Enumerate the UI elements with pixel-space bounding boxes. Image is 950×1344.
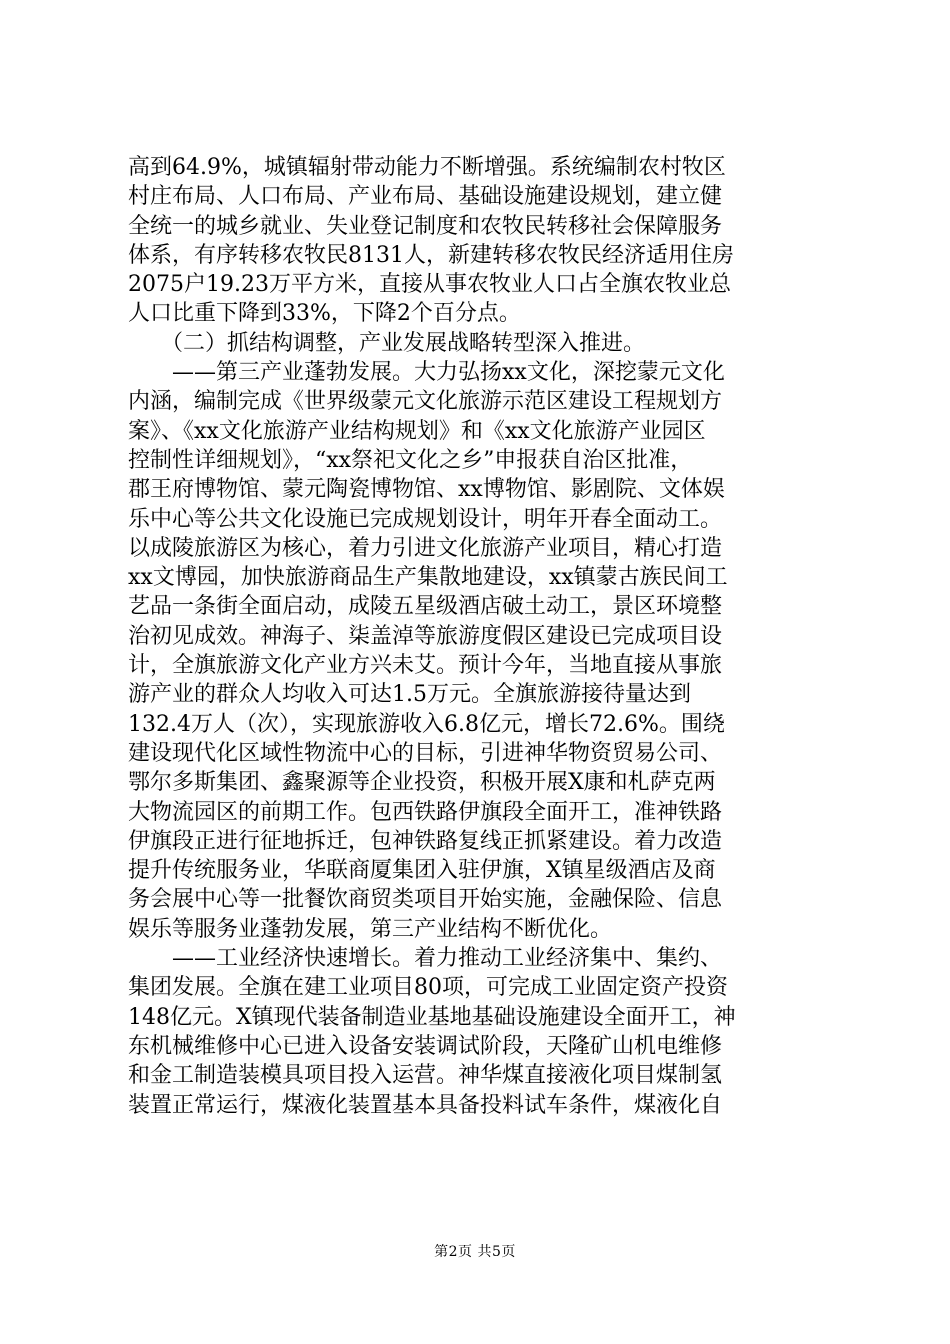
text-line: xx文博园，加快旅游商品生产集散地建设，xx镇蒙古族民间工 bbox=[128, 565, 728, 591]
text-line: 148亿元。X镇现代装备制造业基地基础设施建设全面开工，神 bbox=[128, 1004, 736, 1030]
text-line: 乐中心等公共文化设施已完成规划设计，明年开春全面动工。 bbox=[128, 506, 723, 532]
text-line: 高到64.9%，城镇辐射带动能力不断增强。系统编制农村牧区 bbox=[128, 155, 726, 180]
text-line: ——工业经济快速增长。着力推动工业经济集中、集约、 bbox=[128, 946, 723, 972]
text-line: 装置正常运行，煤液化装置基本具备投料试车条件，煤液化自 bbox=[128, 1092, 723, 1118]
document-body bbox=[128, 153, 833, 1120]
page-number: 第2页 共5页 bbox=[434, 1244, 516, 1260]
text-line: 集团发展。全旗在建工业项目80项，可完成工业固定资产投资 bbox=[128, 975, 728, 1001]
section-heading: （二）抓结构调整，产业发展战略转型深入推进。 bbox=[128, 330, 646, 356]
text-line: 鄂尔多斯集团、鑫聚源等企业投资，积极开展X康和札萨克两 bbox=[128, 770, 716, 796]
text-line: 村庄布局、人口布局、产业布局、基础设施建设规划，建立健 bbox=[128, 184, 723, 210]
text-line: 计，全旗旅游文化产业方兴未艾。预计今年，当地直接从事旅 bbox=[128, 653, 723, 679]
text-line: 2075户19.23万平方米，直接从事农牧业人口占全旗农牧业总 bbox=[128, 272, 731, 298]
text-line: 东机械维修中心已进入设备安装调试阶段，天隆矿山机电维修 bbox=[128, 1033, 723, 1059]
text-line: 务会展中心等一批餐饮商贸类项目开始实施，金融保险、信息 bbox=[128, 887, 723, 913]
text-line: 体系，有序转移农牧民8131人，新建转移农牧民经济适用住房 bbox=[128, 242, 734, 268]
text-line: 郡王府博物馆、蒙元陶瓷博物馆、xx博物馆、影剧院、文体娱 bbox=[128, 477, 725, 503]
text-line: 游产业的群众人均收入可达1.5万元。全旗旅游接待量达到 bbox=[128, 682, 691, 708]
text-line: 人口比重下降到33%，下降2个百分点。 bbox=[128, 301, 521, 327]
text-line: 内涵，编制完成《世界级蒙元文化旅游示范区建设工程规划方 bbox=[128, 389, 723, 415]
text-line: ——第三产业蓬勃发展。大力弘扬xx文化，深挖蒙元文化 bbox=[128, 360, 725, 386]
text-line: 艺品一条街全面启动，成陵五星级酒店破土动工，景区环境整 bbox=[128, 594, 723, 620]
text-line: 和金工制造装模具项目投入运营。神华煤直接液化项目煤制氢 bbox=[128, 1063, 723, 1089]
text-line: 大物流园区的前期工作。包西铁路伊旗段全面开工，准神铁路 bbox=[128, 799, 723, 825]
text-line: 全统一的城乡就业、失业登记制度和农牧民转移社会保障服务 bbox=[128, 213, 723, 239]
text-line: 建设现代化区域性物流中心的目标，引进神华物资贸易公司、 bbox=[128, 740, 723, 766]
text-line: 132.4万人（次），实现旅游收入6.8亿元，增长72.6%。围绕 bbox=[128, 711, 725, 737]
text-line: 治初见成效。神海子、柒盖淖等旅游度假区建设已完成项目设 bbox=[128, 623, 723, 649]
text-line: 控制性详细规划》，“xx祭祀文化之乡”申报获自治区批准， bbox=[128, 447, 693, 473]
text-line: 以成陵旅游区为核心，着力引进文化旅游产业项目，精心打造 bbox=[128, 535, 723, 561]
text-line: 娱乐等服务业蓬勃发展，第三产业结构不断优化。 bbox=[128, 916, 613, 942]
text-line: 提升传统服务业，华联商厦集团入驻伊旗，X镇星级酒店及商 bbox=[128, 858, 716, 884]
text-line: 案》、《xx文化旅游产业结构规划》和《xx文化旅游产业园区 bbox=[128, 418, 706, 444]
text-line: 伊旗段正进行征地拆迁，包神铁路复线正抓紧建设。着力改造 bbox=[128, 828, 723, 854]
